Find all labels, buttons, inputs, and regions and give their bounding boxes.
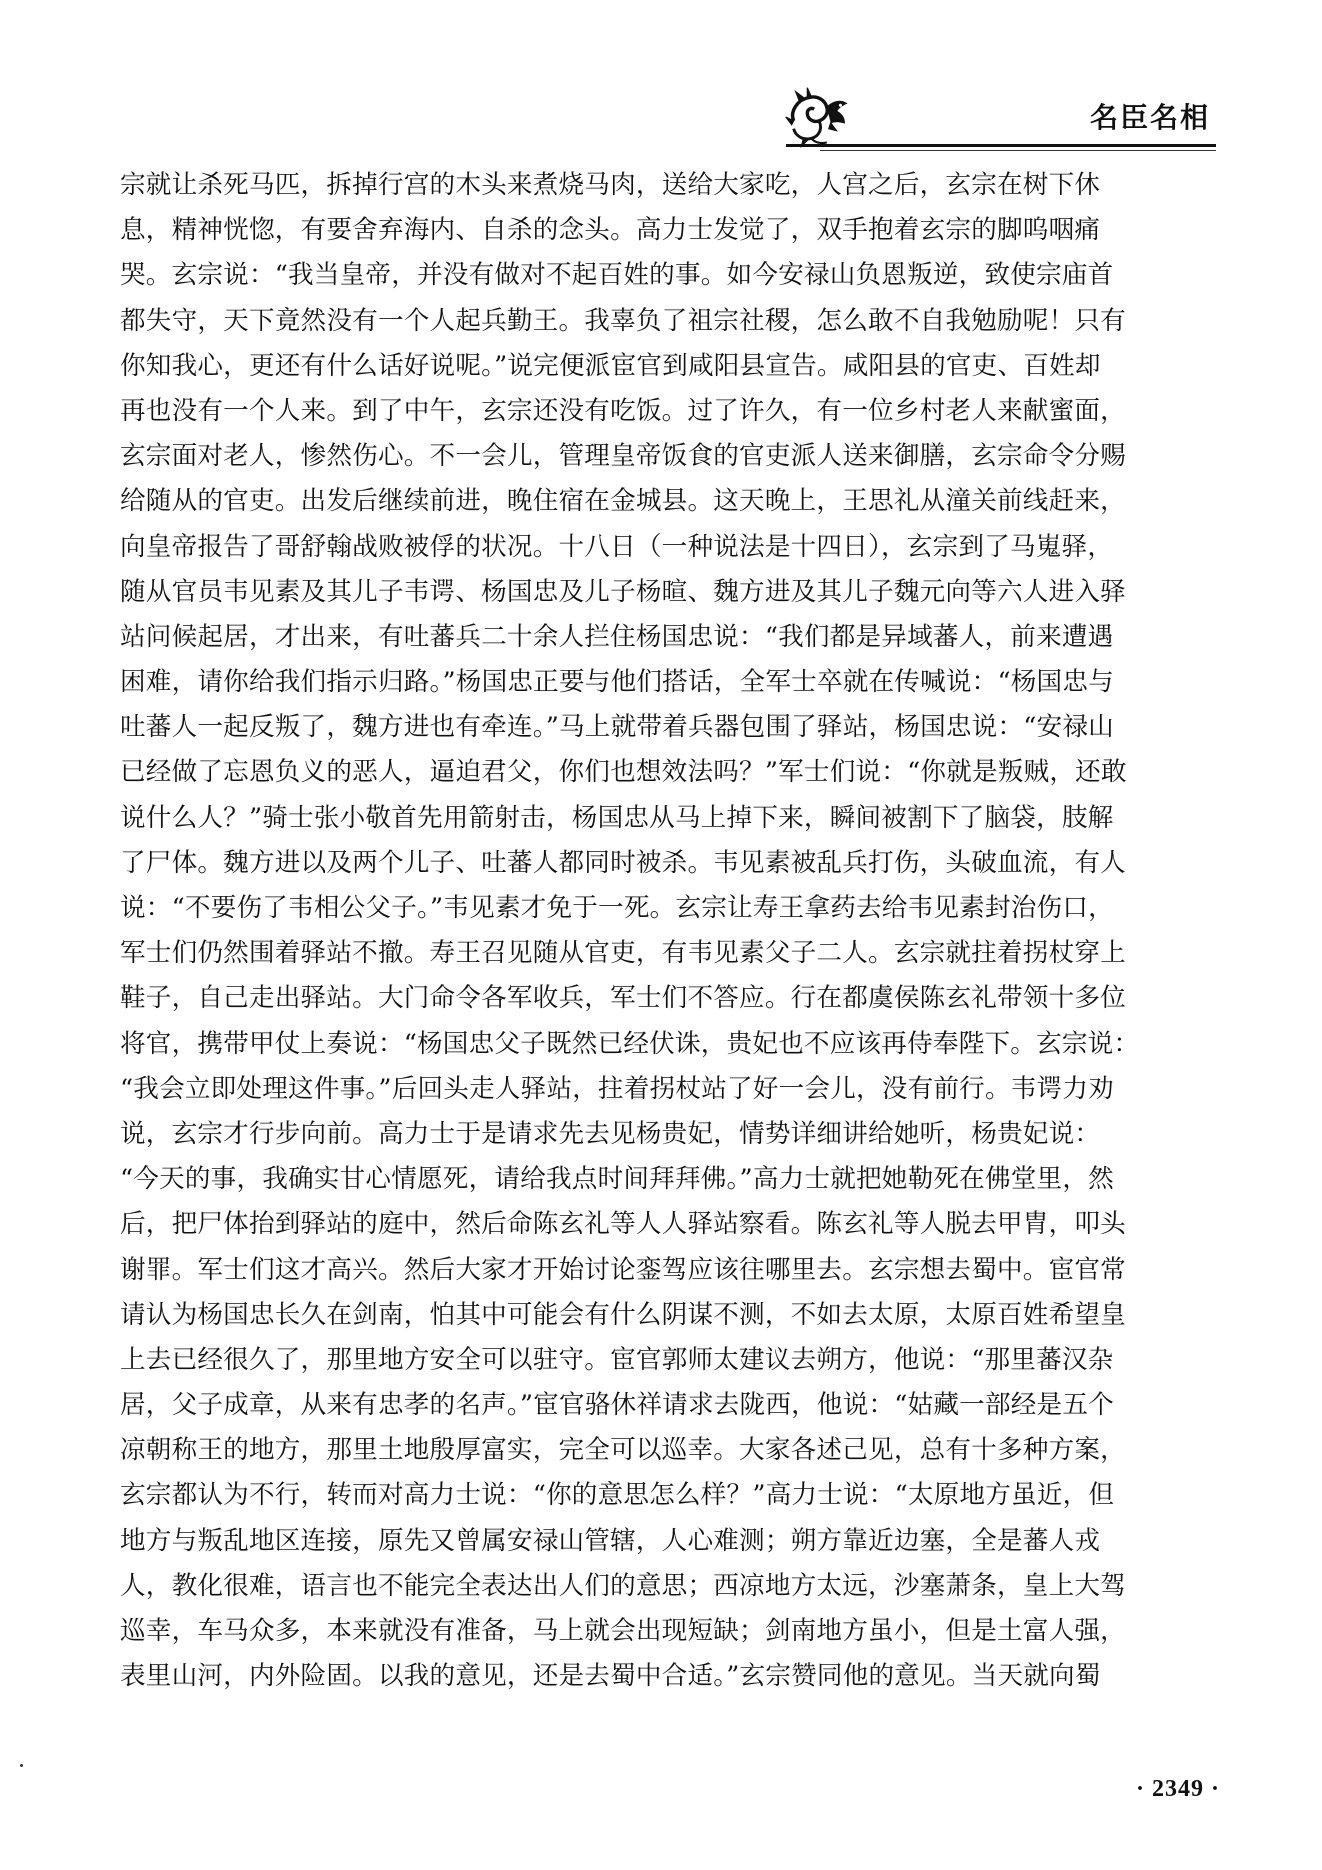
text-line: 鞋子，自己走出驿站。大门命令各军收兵，军士们不答应。行在都虞侯陈玄礼带领十多位 [120,983,1126,1014]
text-line: “今天的事，我确实甘心情愿死，请给我点时间拜拜佛。”高力士就把她勒死在佛堂里，然 [120,1164,1114,1195]
text-line: 谢罪。军士们这才高兴。然后大家才开始讨论銮驾应该往哪里去。玄宗想去蜀中。宦官常 [120,1254,1126,1285]
text-line: 已经做了忘恩负义的恶人，逼迫君父，你们也想效法吗？”军士们说：“你就是叛贼，还敢 [120,757,1127,788]
text-line: 向皇帝报告了哥舒翰战败被俘的状况。十八日（一种说法是十四日），玄宗到了马嵬驿， [120,531,1114,562]
text-line: 都失守，天下竟然没有一个人起兵勤王。我辜负了祖宗社稷，怎么敢不自我勉励呢！只有 [120,305,1126,336]
text-line: 说什么人？”骑士张小敬首先用箭射击，杨国忠从马上掉下来，瞬间被割下了脑袋，肢解 [120,802,1114,833]
body-text [120,163,1210,1699]
page-number: · 2349 · [1135,1776,1220,1802]
text-line: 地方与叛乱地区连接，原先又曾属安禄山管辖，人心难测；朔方靠近边塞，全是蕃人戎 [120,1525,1101,1556]
text-line: 玄宗面对老人，惨然伤心。不一会儿，管理皇帝饭食的官吏派人送来御膳，玄宗命令分赐 [120,441,1126,472]
text-line: 吐蕃人一起反叛了，魏方进也有牵连。”马上就带着兵器包围了驿站，杨国忠说：“安禄山 [120,712,1114,743]
text-line: 军士们仍然围着驿站不撤。寿王召见随从官吏，有韦见素父子二人。玄宗就拄着拐杖穿上 [120,938,1126,969]
text-line: 你知我心，更还有什么话好说呢。”说完便派宦官到咸阳县宣告。咸阳县的官吏、百姓却 [120,350,1101,381]
text-line: 凉朝称王的地方，那里土地殷厚富实，完全可以巡幸。大家各述己见，总有十多种方案， [120,1435,1126,1466]
text-line: 随从官员韦见素及其儿子韦谔、杨国忠及儿子杨暄、魏方进及其儿子魏元向等六人进入驿 [120,576,1126,607]
text-line: 居，父子成章，从来有忠孝的名声。”宦官骆休祥请求去陇西，他说：“姑藏一部经是五个 [120,1390,1114,1421]
text-line: 巡幸，车马众多，本来就没有准备，马上就会出现短缺；剑南地方虽小，但是土富人强， [120,1616,1126,1646]
header-rule [786,144,1216,147]
text-line: 上去已经很久了，那里地方安全可以驻守。宦官郭师太建议去朔方，他说：“那里蕃汉杂 [120,1344,1114,1375]
text-line: 玄宗都认为不行，转而对高力士说：“你的意思怎么样？”高力士说：“太原地方虽近，但 [120,1480,1115,1511]
text-line: 说：“不要伤了韦相公父子。”韦见素才免于一死。玄宗让寿王拿药去给韦见素封治伤口， [120,893,1114,923]
text-line: 了尸体。魏方进以及两个儿子、吐蕃人都同时被杀。韦见素被乱兵打伤，头破血流，有人 [120,847,1126,878]
text-line: 站问候起居，才出来，有吐蕃兵二十余人拦住杨国忠说：“我们都是异域蕃人，前来遭遇 [120,621,1114,652]
text-line: 哭。玄宗说：“我当皇帝，并没有做对不起百姓的事。如今安禄山负恩叛逆，致使宗庙首 [120,260,1114,291]
text-line: 人，教化很难，语言也不能完全表达出人们的意思；西凉地方太远，沙塞萧条，皇上大驾 [120,1570,1126,1601]
text-line: 将官，携带甲仗上奏说：“杨国忠父子既然已经伏诛，贵妃也不应该再侍奉陛下。玄宗说： [120,1028,1140,1059]
scan-artifact-dot [20,1764,23,1767]
text-line: 表里山河，内外险固。以我的意见，还是去蜀中合适。”玄宗赞同他的意见。当天就向蜀 [120,1661,1101,1692]
text-line: 后，把尸体抬到驿站的庭中，然后命陈玄礼等人人驿站察看。陈玄礼等人脱去甲胄，叩头 [120,1209,1126,1240]
text-line: 说，玄宗才行步向前。高力士于是请求先去见杨贵妃，情势详细讲给她听，杨贵妃说： [120,1118,1101,1149]
text-line: 请认为杨国忠长久在剑南，怕其中可能会有什么阴谋不测，不如去太原，太原百姓希望皇 [120,1299,1126,1330]
text-line: 宗就让杀死马匹，拆掉行宫的木头来煮烧马肉，送给大家吃，人宫之后，玄宗在树下休 [120,170,1101,200]
text-line: “我会立即处理这件事。”后回头走人驿站，拄着拐杖站了好一会儿，没有前行。韦谔力劝 [120,1073,1114,1104]
running-header-title: 名臣名相 [1089,101,1210,134]
text-line: 困难，请你给我们指示归路。”杨国忠正要与他们搭话，全军士卒就在传喊说：“杨国忠与 [120,667,1114,698]
text-line: 再也没有一个人来。到了中午，玄宗还没有吃饭。过了许久，有一位乡村老人来献蜜面， [120,395,1126,426]
text-line: 给随从的官吏。出发后继续前进，晚住宿在金城县。这天晚上，王思礼从潼关前线赶来， [120,486,1126,517]
header-rule-thin [820,150,1216,151]
text-line: 息，精神恍惚，有要舍弃海内、自杀的念头。高力士发觉了，双手抱着玄宗的脚呜咽痛 [120,215,1101,246]
